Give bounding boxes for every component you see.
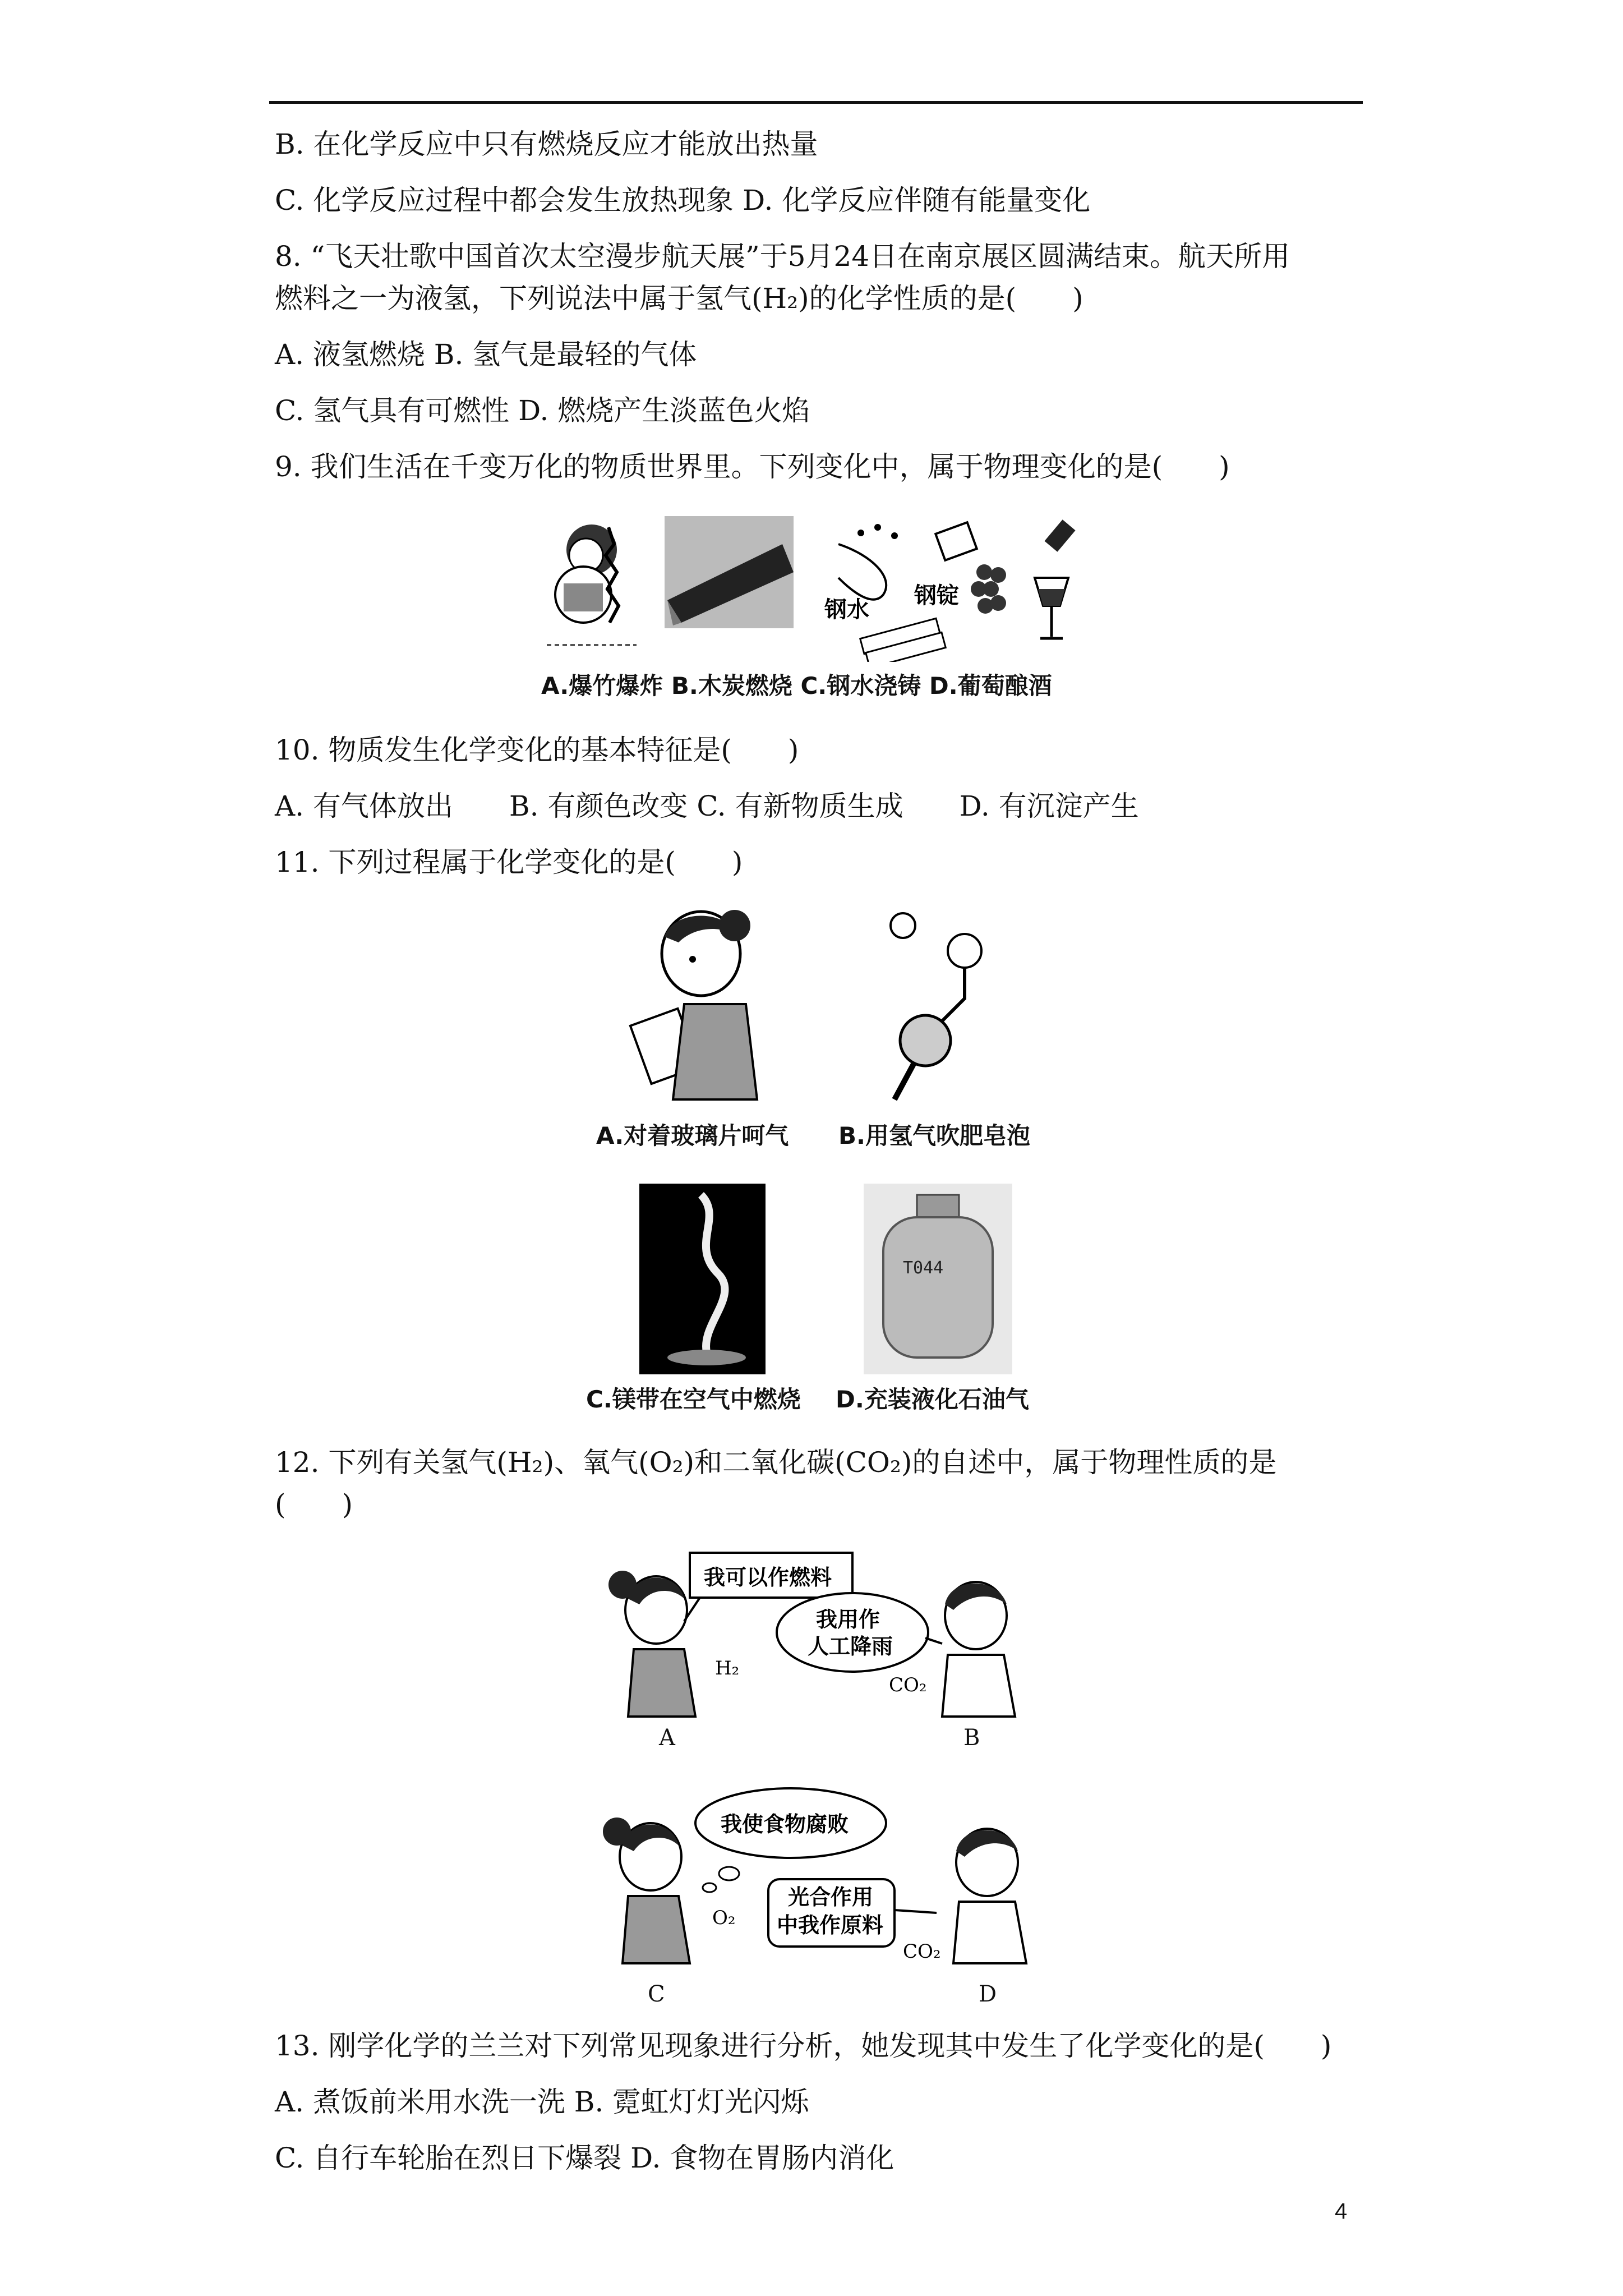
q11-caption-c: C.镁带在空气中燃烧 [586, 1386, 801, 1413]
q8-stem-line1: 8. “飞天壮歌中国首次太空漫步航天展”于5月24日在南京展区圆满结束。航天所用 [275, 240, 1290, 273]
q8-stem-line2: 燃料之一为液氢，下列说法中属于氢气(H₂)的化学性质的是( ) [275, 282, 1083, 315]
label-b: B [963, 1725, 980, 1751]
q10-stem: 10. 物质发生化学变化的基本特征是( ) [275, 734, 799, 766]
girl-breathing-on-glass-illustration [617, 903, 774, 1111]
girl-o2-figure [603, 1818, 690, 1963]
q12-stem-line1: 12. 下列有关氢气(H₂)、氧气(O₂)和二氧化碳(CO₂)的自述中，属于物理性质的是 [275, 1446, 1277, 1479]
page-number: 4 [1335, 2199, 1348, 2224]
q13-options-ab: A. 煮饭前米用水洗一洗 B. 霓虹灯灯光闪烁 [275, 2086, 809, 2118]
q9-figure-caption: A.爆竹爆炸 B.木炭燃烧 C.钢水浇铸 D.葡萄酿酒 [541, 672, 1052, 700]
bubble-d-text-line1: 光合作用 [788, 1885, 874, 1910]
gas-c-label: O₂ [712, 1907, 736, 1929]
bubble-a-text: 我可以作燃料 [704, 1565, 832, 1590]
q7-options-cd: C. 化学反应过程中都会发生放热现象 D. 化学反应伴随有能量变化 [275, 184, 1091, 217]
bubble-b-text-line1: 我用作 [816, 1607, 880, 1632]
q9-illustrations [547, 510, 1096, 662]
girl-h2-figure [608, 1571, 695, 1717]
steel-ingot-label: 钢锭 [914, 583, 959, 609]
header-rule [269, 101, 1363, 104]
q13-stem: 13. 刚学化学的兰兰对下列常见现象进行分析，她发现其中发生了化学变化的是( ) [275, 2030, 1332, 2062]
q12-speech-illustration-cd [600, 1784, 1038, 1980]
label-a: A [659, 1725, 675, 1751]
bubble-c-text: 我使食物腐败 [721, 1812, 849, 1837]
cylinder-label: T044 [903, 1258, 944, 1278]
grape-wine-illustration [971, 519, 1076, 638]
q11-caption-b: B.用氢气吹肥皂泡 [838, 1122, 1030, 1149]
q8-options-ab: A. 液氢燃烧 B. 氢气是最轻的气体 [275, 338, 697, 371]
q11-stem: 11. 下列过程属于化学变化的是( ) [275, 846, 743, 878]
steel-water-label: 钢水 [824, 597, 869, 623]
label-d: D [979, 1981, 997, 2007]
gas-a-label: H₂ [715, 1657, 740, 1680]
firecracker-illustration [547, 524, 637, 645]
boy-co2-figure [942, 1582, 1015, 1717]
boy-co2-figure-d [953, 1829, 1026, 1963]
q7-option-b: B. 在化学反应中只有燃烧反应才能放出热量 [275, 128, 818, 160]
q13-options-cd: C. 自行车轮胎在烈日下爆裂 D. 食物在胃肠内消化 [275, 2142, 895, 2174]
q10-options: A. 有气体放出 B. 有颜色改变 C. 有新物质生成 D. 有沉淀产生 [275, 790, 1139, 822]
steel-casting-illustration [824, 522, 977, 662]
bubble-b-text-line2: 人工降雨 [808, 1634, 893, 1659]
q8-options-cd: C. 氢气具有可燃性 D. 燃烧产生淡蓝色火焰 [275, 394, 810, 427]
gas-b-label: CO₂ [889, 1674, 927, 1696]
q11-caption-a: A.对着玻璃片呵气 [596, 1122, 789, 1149]
label-c: C [648, 1981, 665, 2007]
q12-stem-line2: ( ) [275, 1488, 353, 1521]
charcoal-photo [665, 516, 794, 628]
q9-stem: 9. 我们生活在千变万化的物质世界里。下列变化中，属于物理变化的是( ) [275, 450, 1230, 483]
bubble-d-text-line2: 中我作原料 [777, 1913, 884, 1938]
hydrogen-soap-bubble-illustration [864, 903, 1009, 1111]
magnesium-burning-photo [639, 1184, 766, 1374]
gas-d-label: CO₂ [903, 1940, 941, 1963]
lpg-cylinder-photo [864, 1184, 1012, 1374]
q11-caption-d: D.充装液化石油气 [836, 1386, 1029, 1413]
